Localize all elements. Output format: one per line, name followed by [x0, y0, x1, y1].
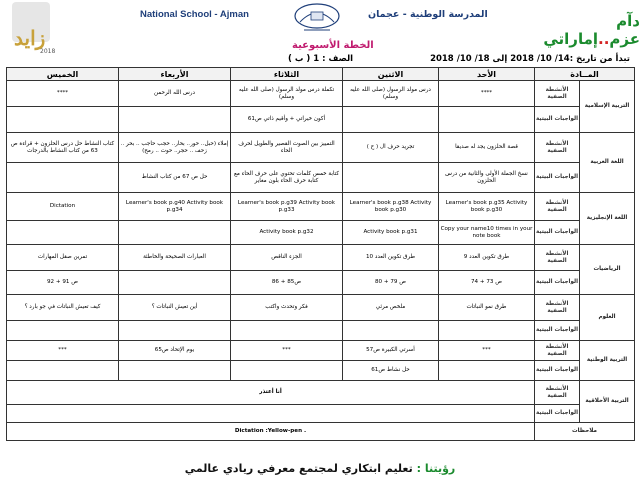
brand-slogan-part2: إماراتي	[543, 30, 599, 48]
class-label: الصف : 1 ( ب )	[288, 54, 354, 64]
cell-arabic-act-tue: التمييز بين الصوت القصير والطويل لحرف الحاء	[231, 133, 343, 163]
notes-label: ملاحظات	[535, 423, 635, 441]
cell-science-act-tue: فكر وتحدث واكتب	[231, 295, 343, 321]
subject-moral: التربية الأخلاقية	[580, 381, 635, 423]
row-label-activities: الأنشطة الصفية	[535, 295, 580, 321]
cell-science-hw-thu	[7, 321, 119, 341]
school-emblem-icon	[292, 2, 342, 34]
cell-national-act-wed: يوم الإتحاد ص65	[119, 341, 231, 361]
brand-slogan	[524, 12, 640, 48]
cell-math-hw-thu: ص 91 + 92	[7, 271, 119, 295]
table-row	[7, 321, 635, 341]
cell-national-act-mon: أسرتي الكبيرة ص57	[343, 341, 439, 361]
brand-slogan-dots: ..	[598, 30, 610, 48]
cell-arabic-act-mon: تجريد حرف ال ( ح )	[343, 133, 439, 163]
subject-islamic: التربية الإسلامية	[580, 81, 635, 133]
subject-science: العلوم	[580, 295, 635, 341]
row-label-homework: الواجبات البيتية	[535, 321, 580, 341]
cell-science-hw-wed	[119, 321, 231, 341]
col-header-wednesday: الأربعاء	[119, 68, 231, 81]
cell-islamic-hw-thu	[7, 107, 119, 133]
cell-national-act-thu: ***	[7, 341, 119, 361]
cell-islamic-act-tue: تكملة درس مولد الرسول (صلى الله عليه وسلم)	[231, 81, 343, 107]
subject-arabic: اللغة العربية	[580, 133, 635, 193]
table-row	[7, 163, 635, 193]
cell-arabic-hw-wed: حل ص 67 من كتاب النشاط	[119, 163, 231, 193]
row-label-activities: الأنشطة الصفية	[535, 245, 580, 271]
cell-islamic-hw-tue: أكون خيراتي + وأقيم ذاتي ص61	[231, 107, 343, 133]
cell-arabic-hw-thu	[7, 163, 119, 193]
table-row	[7, 107, 635, 133]
table-row	[7, 405, 635, 423]
cell-math-act-mon: طرق تكوين العدد 10	[343, 245, 439, 271]
cell-national-hw-sun	[439, 361, 535, 381]
cell-science-hw-tue	[231, 321, 343, 341]
cell-arabic-act-thu: كتاب النشاط حل درس الحلزون + قراءة ص 63 من كتاب النشاط بالدرجات	[7, 133, 119, 163]
table-row	[7, 271, 635, 295]
col-header-monday: الاثنين	[343, 68, 439, 81]
brand-slogan-part1: دآم عزم	[609, 12, 640, 48]
col-header-subject: المــادة	[535, 68, 635, 81]
cell-arabic-hw-tue: كتابة خمس كلمات تحتوي على حرف الحاء مع كتابة حرف الحاء بلون مغاير	[231, 163, 343, 193]
cell-english-hw-wed	[119, 221, 231, 245]
vision-text: تعليم ابتكاري لمجتمع معرفي ريادي عالمي	[184, 462, 413, 475]
cell-science-hw-sun	[439, 321, 535, 341]
cell-moral-homework	[7, 405, 535, 423]
table-row	[7, 133, 635, 163]
cell-english-act-mon: Learner's book p.g38 Activity book p.g30	[343, 193, 439, 221]
table-row	[7, 295, 635, 321]
cell-english-act-sun: Learner's book p.g35 Activity book p.g30	[439, 193, 535, 221]
date-range: تبدأ من تاريخ :14/ 10/ 2018 إلى 18/ 10/ 2018	[430, 54, 630, 64]
cell-math-act-sun: طرق تكوين العدد 9	[439, 245, 535, 271]
table-row	[7, 245, 635, 271]
cell-math-hw-sun: ص 73 + 74	[439, 271, 535, 295]
cell-arabic-act-sun: قصة الحلزون يجد له صديقا	[439, 133, 535, 163]
cell-arabic-hw-sun: نسخ الجملة الأولى والثانية من درس الحلزون	[439, 163, 535, 193]
cell-science-act-mon: ملخص مرئي	[343, 295, 439, 321]
page-header	[0, 0, 640, 64]
row-label-activities: الأنشطة الصفية	[535, 381, 580, 405]
table-row	[7, 221, 635, 245]
row-label-activities: الأنشطة الصفية	[535, 341, 580, 361]
cell-math-act-tue: الجزء الناقص	[231, 245, 343, 271]
zayed-logo-text: زايد	[14, 26, 46, 50]
cell-arabic-hw-mon	[343, 163, 439, 193]
cell-national-hw-mon: حل نشاط ص61	[343, 361, 439, 381]
cell-math-act-thu: تمرين صقل المهارات	[7, 245, 119, 271]
cell-moral-activity: أنا أعتذر	[7, 381, 535, 405]
cell-science-act-wed: أين تعيش النباتات ؟	[119, 295, 231, 321]
table-header-row	[7, 68, 635, 81]
row-label-homework: الواجبات البيتية	[535, 405, 580, 423]
row-label-homework: الواجبات البيتية	[535, 221, 580, 245]
row-label-activities: الأنشطة الصفية	[535, 133, 580, 163]
cell-islamic-hw-wed	[119, 107, 231, 133]
row-label-homework: الواجبات البيتية	[535, 107, 580, 133]
cell-islamic-act-sun: ****	[439, 81, 535, 107]
cell-national-act-sun: ***	[439, 341, 535, 361]
cell-national-act-tue: ***	[231, 341, 343, 361]
vision-footer	[0, 462, 640, 475]
cell-english-hw-mon: Activity book p.g31	[343, 221, 439, 245]
subject-english: اللغة الإنجليزية	[580, 193, 635, 245]
weekly-plan-table	[6, 67, 635, 441]
table-row	[7, 361, 635, 381]
table-row	[7, 81, 635, 107]
vision-label: رؤيتنا :	[416, 462, 456, 475]
plan-title: الخطة الأسبوعية	[292, 40, 374, 51]
row-label-activities: الأنشطة الصفية	[535, 81, 580, 107]
cell-islamic-hw-mon	[343, 107, 439, 133]
cell-english-hw-sun: Copy your name10 times in your note book	[439, 221, 535, 245]
zayed-year-label: 2018	[40, 48, 56, 55]
cell-math-hw-mon: ص 79 + 80	[343, 271, 439, 295]
row-label-homework: الواجبات البيتية	[535, 163, 580, 193]
table-row	[7, 423, 635, 441]
table-row	[7, 193, 635, 221]
school-name-ar: المدرسة الوطنية - عجمان	[368, 9, 488, 20]
cell-national-hw-thu	[7, 361, 119, 381]
row-label-activities: الأنشطة الصفية	[535, 193, 580, 221]
cell-national-hw-wed	[119, 361, 231, 381]
cell-math-hw-wed	[119, 271, 231, 295]
row-label-homework: الواجبات البيتية	[535, 361, 580, 381]
cell-islamic-act-wed: درس الله الرحمن	[119, 81, 231, 107]
subject-national: التربية الوطنية	[580, 341, 635, 381]
col-header-tuesday: الثلاثاء	[231, 68, 343, 81]
cell-math-act-wed: العبارات الصحيحة والخاطئة	[119, 245, 231, 271]
cell-science-act-thu: كيف تعيش النباتات في جو بارد ؟	[7, 295, 119, 321]
cell-english-hw-tue: Activity book p.g32	[231, 221, 343, 245]
cell-islamic-hw-sun	[439, 107, 535, 133]
col-header-sunday: الأحد	[439, 68, 535, 81]
cell-english-hw-thu	[7, 221, 119, 245]
subject-math: الرياضيات	[580, 245, 635, 295]
cell-national-hw-tue	[231, 361, 343, 381]
school-name-en: National School - Ajman	[140, 9, 249, 20]
cell-math-hw-tue: ص85 + 86	[231, 271, 343, 295]
row-label-homework: الواجبات البيتية	[535, 271, 580, 295]
cell-islamic-act-thu: ****	[7, 81, 119, 107]
cell-islamic-act-mon: درس مولد الرسول (صلى الله عليه وسلم)	[343, 81, 439, 107]
cell-english-act-tue: Learner's book p.g39 Activity book p.g33	[231, 193, 343, 221]
cell-english-act-wed: Learner's book p.g40 Activity book p.g34	[119, 193, 231, 221]
cell-arabic-act-wed: إملاء (حبل.. حور.. بحار.. حجب حاجب .. بحر .. زحف .. حجر.. حوت .. رمح)	[119, 133, 231, 163]
cell-science-hw-mon	[343, 321, 439, 341]
table-row	[7, 381, 635, 405]
cell-english-act-thu: Dictation	[7, 193, 119, 221]
notes-value: Dictation :Yellow-pen .	[7, 423, 535, 441]
cell-science-act-sun: طرق نمو النباتات	[439, 295, 535, 321]
col-header-thursday: الخميس	[7, 68, 119, 81]
table-row	[7, 341, 635, 361]
zayed-year-logo	[6, 2, 66, 54]
